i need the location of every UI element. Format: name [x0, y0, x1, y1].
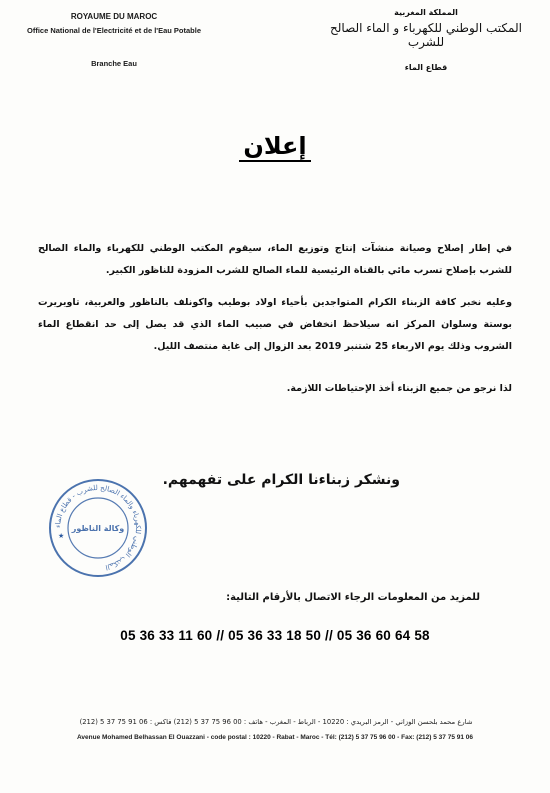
contact-label: للمزيد من المعلومات الرجاء الاتصال بالأرقام التالية: — [226, 592, 480, 603]
official-stamp — [46, 476, 150, 580]
header-office-fr: Office National de l'Electricité et de l'Eau Potable — [26, 26, 202, 35]
stamp-seal-icon — [46, 476, 150, 580]
header-office-ar: المكتب الوطني للكهرباء و الماء الصالح للشرب — [330, 21, 522, 49]
stamp-star-icon: ★ — [58, 532, 65, 540]
header-kingdom-ar: المملكة المغربية — [394, 8, 458, 17]
stamp-ring-text: المكتب الوطني للكهرباء والماء الصالح للشرب - قطاع الماء — [53, 483, 143, 572]
header-right-block — [316, 8, 536, 72]
header-kingdom-fr: ROYAUME DU MAROC — [70, 12, 158, 21]
paragraph-precautions: لذا نرجو من جميع الزبناء أخذ الإحتياطات اللازمة. — [286, 383, 512, 394]
header-left-block — [14, 12, 214, 68]
thanks-line: ونشكر زبناءنا الكرام على تفهمهم. — [162, 472, 400, 488]
paragraph-details: وعليه نخبر كافة الزبناء الكرام المتواجدين بأحياء اولاد بوطيب واكونلف بالناظور والعربية، تاويريرت بوستة وسلوان المركز انه سيلاحظ انخفاض في صبيب الماء الذي قد يصل إلى حد انقطاع الماء الشروب وذلك يوم الاربعاء 25 شتنبر 2019 بعد الزوال إلى غاية منتصف الليل. — [38, 297, 512, 352]
phone-numbers: 05 36 33 11 60 // 05 36 33 18 50 // 05 36 60 64 58 — [120, 628, 430, 643]
announcement-title: إعلان — [0, 132, 550, 160]
header-branch-fr: Branche Eau — [91, 59, 137, 68]
footer-address-fr: Avenue Mohamed Belhassan El Ouazzani - code postal : 10220 - Rabat - Maroc - Tél: (212) 5 37 75 96 00 - Fax: (212) 5 37 75 91 06 — [76, 734, 474, 741]
header-branch-ar: قطاع الماء — [404, 63, 448, 72]
stamp-center-text: وكالة الناظور — [71, 524, 125, 533]
paragraph-intro: في إطار إصلاح وصيانة منشآت إنتاج وتوزيع الماء، سيقوم المكتب الوطني للكهرباء والماء الصالح للشرب بإصلاح تسرب مائي بالقناة الرئيسية للماء الصالح للشرب المزودة للناظور الكبير. — [38, 243, 512, 276]
footer-address-ar: شارع محمد بلحسن الوزاني - الرمز البريدي : 10220 - الرباط - المغرب - هاتف : 00 96 75 37 5 (212) فاكس : 06 91 75 37 5 (212) — [79, 718, 473, 726]
